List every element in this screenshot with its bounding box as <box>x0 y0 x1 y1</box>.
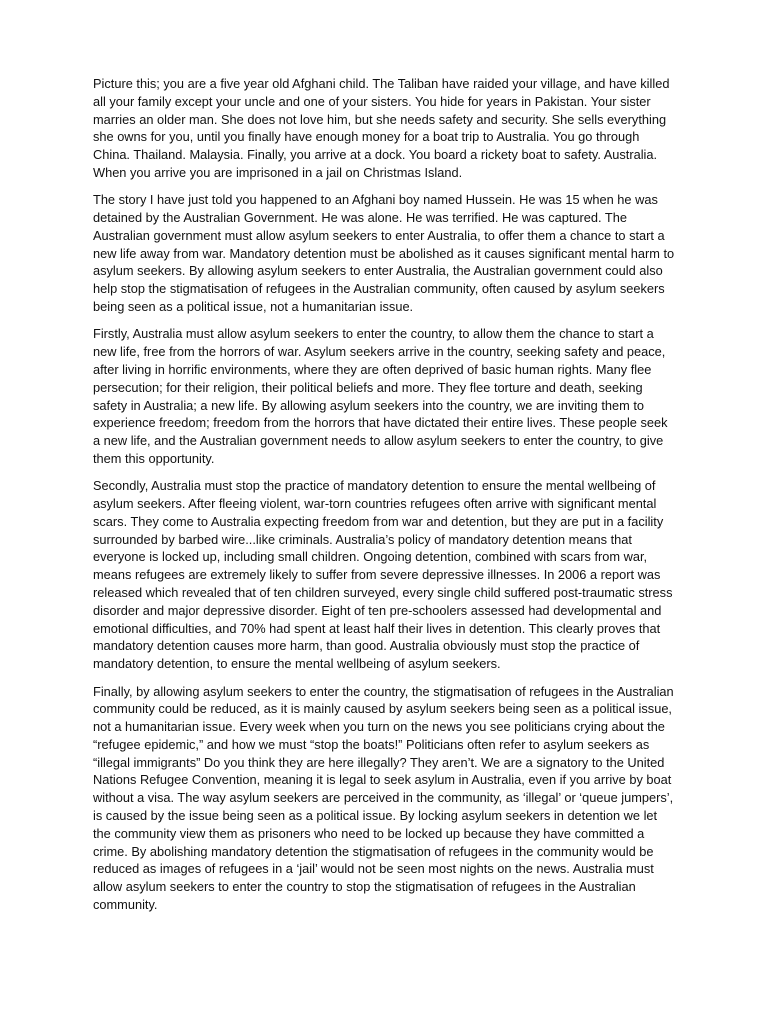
intro-paragraph: Picture this; you are a five year old Afghani child. The Taliban have raided your village, and have killed all your family except your uncle and one of your sisters. You hide for years in Pakistan. Your sister marries an older man. She does not love him, but she needs safety and security. She sells everything she owns for you, until you finally have enough money for a boat trip to Australia. You go through China. Thailand. Malaysia. Finally, you arrive at a dock. You board a rickety boat to safety. Australia. When you arrive you are imprisoned in a jail on Christmas Island. <box>93 76 670 180</box>
first-argument-paragraph: Firstly, Australia must allow asylum seekers to enter the country, to allow them the chance to start a new life, free from the horrors of war. Asylum seekers arrive in the country, seeking safety and peace, after living in horrific environments, where they are often deprived of basic human rights. Many flee persecution; for their religion, their political beliefs and more. They flee torture and death, seeking safety in Australia; a new life. By allowing asylum seekers into the country, we are inviting them to experience freedom; freedom from the horrors that have dictated their entire lives. These people seek a new life, and the Australian government needs to allow asylum seekers to enter the country, to give them this opportunity. <box>93 326 668 466</box>
essay-body <box>93 75 675 923</box>
third-argument-paragraph: Finally, by allowing asylum seekers to enter the country, the stigmatisation of refugees in the Australian community could be reduced, as it is mainly caused by asylum seekers being seen as a political issue, not a humanitarian issue. Every week when you turn on the news you see politicians crying about the “refugee epidemic,” and how we must “stop the boats!” Politicians often refer to asylum seekers as “illegal immigrants” Do you think they are here illegally? They aren’t. We are a signatory to the United Nations Refugee Convention, meaning it is legal to seek asylum in Australia, even if you arrive by boat without a visa. The way asylum seekers are perceived in the community, as ‘illegal’ or ‘queue jumpers’, is caused by the issue being seen as a political issue. By locking asylum seekers in detention we let the community view them as prisoners who need to be locked up because they have committed a crime. By abolishing mandatory detention the stigmatisation of refugees in the community would be reduced as images of refugees in a ‘jail’ would not be seen most nights on the news. Australia must allow asylum seekers to enter the country to stop the stigmatisation of refugees in the Australian community. <box>93 683 674 913</box>
thesis-paragraph: The story I have just told you happened to an Afghani boy named Hussein. He was 15 when he was detained by the Australian Government. He was alone. He was terrified. He was captured. The Australian government must allow asylum seekers to enter Australia, to offer them a chance to start a new life away from war. Mandatory detention must be abolished as it causes significant mental harm to asylum seekers. By allowing asylum seekers to enter Australia, the Australian government could also help stop the stigmatisation of refugees in the Australian community, often caused by asylum seekers being seen as a political issue, not a humanitarian issue. <box>93 192 675 315</box>
second-argument-paragraph: Secondly, Australia must stop the practice of mandatory detention to ensure the mental wellbeing of asylum seekers. After fleeing violent, war-torn countries refugees often arrive with significant mental scars. They come to Australia expecting freedom from war and detention, but they are put in a facility surrounded by barbed wire...like criminals. Australia’s policy of mandatory detention means that everyone is locked up, including small children. Ongoing detention, combined with scars from war, means refugees are extremely likely to suffer from severe depressive illnesses. In 2006 a report was released which revealed that of ten children surveyed, every single child suffered post-traumatic stress disorder and major depressive disorder. Eight of ten pre-schoolers assessed had developmental and emotional difficulties, and 70% had spent at least half their lives in detention. This clearly proves that mandatory detention causes more harm, than good. Australia obviously must stop the practice of mandatory detention, to ensure the mental wellbeing of asylum seekers. <box>93 478 673 672</box>
